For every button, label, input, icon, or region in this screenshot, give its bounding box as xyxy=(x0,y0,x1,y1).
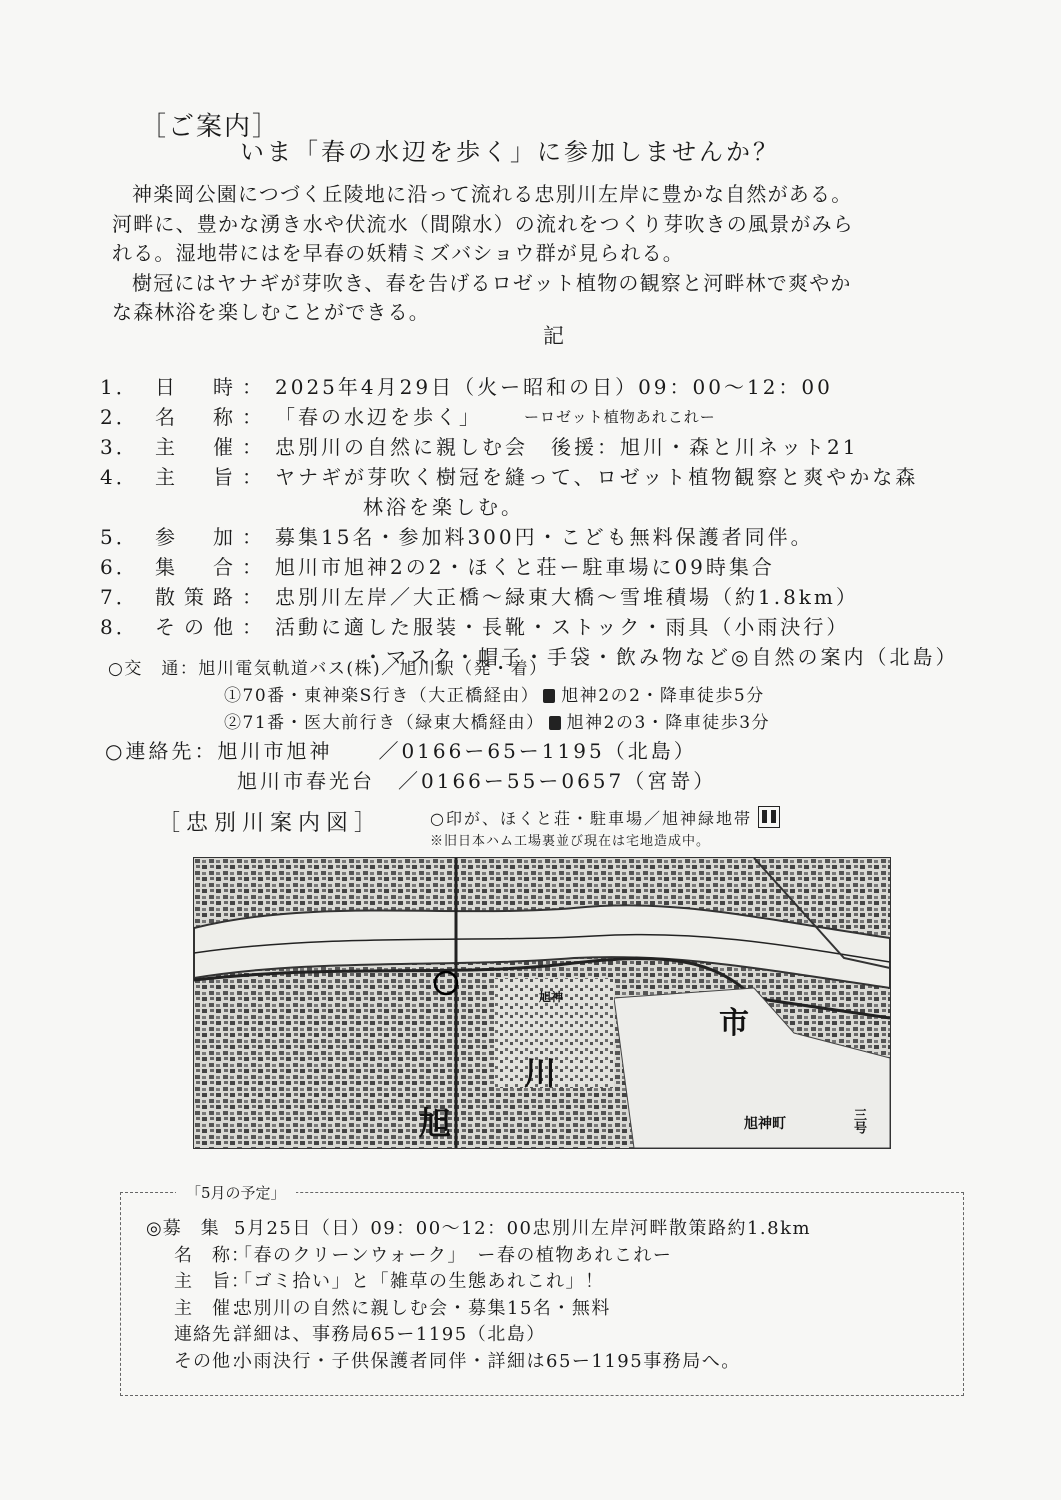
schedule-value: 「ゴミ拾い」と「雑草の生態あれこれ」！ xyxy=(234,1271,605,1292)
schedule-value: 5月25日（日）09：00〜12：00忠別川左岸河畔散策路約1.8km xyxy=(234,1218,812,1239)
item-number: 6． xyxy=(100,555,139,579)
map-note-text: ○印が、ほくと荘・駐車場／旭神緑地帯 xyxy=(430,809,752,828)
item-label: 日 時： xyxy=(155,375,271,399)
map-label-town: 旭神町 xyxy=(744,1116,786,1132)
schedule-row xyxy=(146,1296,811,1323)
item-number: 2． xyxy=(100,405,139,429)
item-number: 5． xyxy=(100,525,139,549)
item-label: その他： xyxy=(155,615,271,639)
item-value: 募集15名・参加料300円・こども無料保護者同伴。 xyxy=(275,525,814,549)
event-details xyxy=(100,372,958,672)
schedule-row xyxy=(146,1243,811,1270)
bus-route: ①70番・東神楽S行き（大正橋経由） xyxy=(224,686,540,706)
item-subtitle: ーロゼット植物あれこれー xyxy=(524,408,716,426)
bus-stop-icon xyxy=(543,689,555,703)
item-value-continued: 林浴を楽しむ。 xyxy=(363,495,524,519)
item-value: 忠別川左岸／大正橋〜緑東大橋〜雪堆積場（約1.8km） xyxy=(275,585,859,609)
item-number: 4． xyxy=(100,465,139,489)
may-schedule xyxy=(146,1216,811,1375)
item-label: 主 催： xyxy=(155,435,271,459)
detail-row xyxy=(100,462,958,492)
item-number: 7． xyxy=(100,585,139,609)
bus-stop: 旭神2の2・降車徒歩5分 xyxy=(561,686,765,706)
intro-text xyxy=(112,180,972,328)
ki-mark: 記 xyxy=(543,324,564,348)
detail-row xyxy=(100,522,958,552)
item-value: ヤナギが芽吹く樹冠を縫って、ロゼット植物観察と爽やかな森 xyxy=(275,465,919,489)
detail-row xyxy=(100,582,958,612)
intro-line: 河畔に、豊かな湧き水や伏流水（間隙水）の流れをつくり芽吹きの風景がみら xyxy=(112,211,854,236)
schedule-label: 主 催： xyxy=(174,1297,250,1319)
transport-label: ○交 通： xyxy=(108,659,199,679)
schedule-value: 忠別川の自然に親しむ会・募集15名・無料 xyxy=(234,1297,611,1319)
schedule-row xyxy=(146,1322,811,1349)
restroom-icon xyxy=(758,806,780,828)
item-label: 名 称： xyxy=(155,405,271,429)
item-value: 「春の水辺を歩く」 xyxy=(275,405,482,429)
detail-row-continued xyxy=(100,492,958,522)
schedule-value: 小雨決行・子供保護者同伴・詳細は65ー1195事務局へ。 xyxy=(234,1350,741,1372)
item-value: 2025年4月29日（火ー昭和の日）09：00〜12：00 xyxy=(275,375,833,399)
item-number: 1． xyxy=(100,375,139,399)
contact-info xyxy=(105,736,716,796)
schedule-value: 「春のクリーンウォーク」 ー春の植物あれこれー xyxy=(234,1244,673,1266)
map-label-city: 川 xyxy=(524,1054,557,1092)
item-label: 集 合： xyxy=(155,555,271,579)
transport-info xyxy=(108,656,770,737)
item-number: 8． xyxy=(100,615,139,639)
item-value-continued: ・マスク・帽子・手袋・飲み物など◎自然の案内（北島） xyxy=(363,645,959,669)
page-title: いま「春の水辺を歩く」に参加しませんか？ xyxy=(240,138,780,166)
map-label-block: 三号 xyxy=(851,1108,866,1134)
intro-line: れる。湿地帯にはを早春の妖精ミズバショウ群が見られる。 xyxy=(112,241,684,265)
contact-line: 旭川市春光台 ／0166ー55ー0657（宮嵜） xyxy=(237,769,717,793)
schedule-value: 詳細は、事務局65ー1195（北島） xyxy=(234,1324,546,1345)
map-note-secondary: ※旧日本ハム工場裏並び現在は宅地造成中。 xyxy=(430,834,711,849)
schedule-label: その他： xyxy=(174,1350,250,1372)
intro-line: 神楽岡公園につづく丘陵地に沿って流れる忠別川左岸に豊かな自然がある。 xyxy=(132,182,853,206)
item-label: 主 旨： xyxy=(155,465,271,489)
schedule-label: 連絡先： xyxy=(174,1324,250,1345)
detail-row xyxy=(100,612,958,642)
intro-line: な森林浴を楽しむことができる。 xyxy=(112,300,430,324)
bus-route: ②71番・医大前行き（緑東大橋経由） xyxy=(224,713,545,733)
detail-row xyxy=(100,552,958,582)
detail-row xyxy=(100,372,958,402)
schedule-row xyxy=(146,1269,811,1296)
item-label: 参 加： xyxy=(155,525,271,549)
area-map xyxy=(193,857,891,1149)
may-schedule-label: 「5月の予定」 xyxy=(176,1182,296,1203)
schedule-row xyxy=(146,1349,811,1376)
map-label-district: 旭神 xyxy=(539,990,564,1004)
schedule-label: 名 称： xyxy=(174,1244,250,1266)
item-value: 旭川市旭神2の2・ほくと荘ー駐車場に09時集合 xyxy=(275,555,775,579)
map-title: ［忠別川案内図］ xyxy=(158,811,383,836)
item-value: 活動に適した服装・長靴・ストック・雨具（小雨決行） xyxy=(275,615,850,639)
detail-row xyxy=(100,402,958,432)
schedule-label: ◎募 集 xyxy=(146,1218,220,1239)
schedule-row xyxy=(146,1216,811,1243)
notice-header: ［ご案内］ xyxy=(140,112,281,142)
item-value: 忠別川の自然に親しむ会 後援：旭川・森と川ネット21 xyxy=(275,435,859,459)
schedule-label: 主 旨： xyxy=(174,1271,250,1292)
bus-stop: 旭神2の3・降車徒歩3分 xyxy=(566,713,771,733)
detail-row xyxy=(100,432,958,462)
contact-label: ○連絡先： xyxy=(105,739,218,763)
map-label-city: 市 xyxy=(719,1006,749,1041)
intro-line: 樹冠にはヤナギが芽吹き、春を告げるロゼット植物の観察と河畔林で爽やか xyxy=(132,270,852,295)
bus-stop-icon xyxy=(549,716,561,730)
map-label-city: 旭 xyxy=(419,1104,452,1142)
transport-company: 旭川電気軌道バス(株)／旭川駅（発・着） xyxy=(198,659,548,679)
item-number: 3． xyxy=(100,435,139,459)
map-note xyxy=(430,806,780,829)
item-label: 散策路： xyxy=(155,585,271,609)
contact-line: 旭川市旭神 ／0166ー65ー1195（北島） xyxy=(217,739,697,763)
